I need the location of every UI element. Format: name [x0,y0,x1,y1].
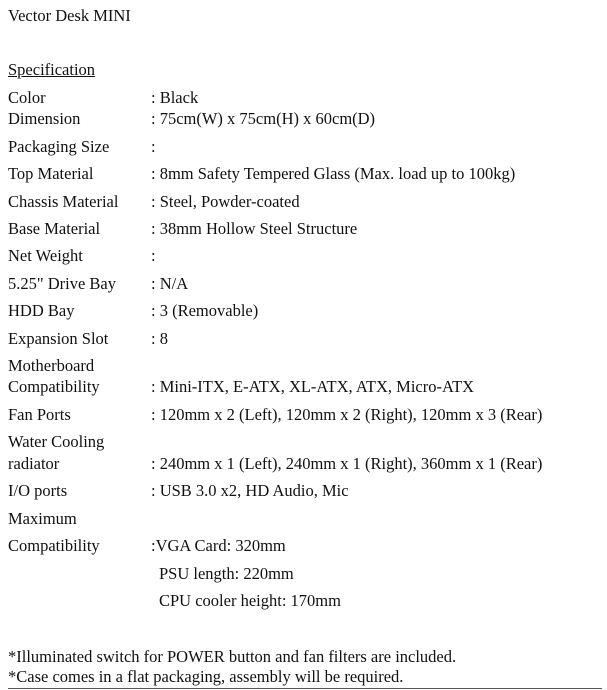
spec-value: : N/A [151,274,189,293]
spec-label: Base Material [8,219,101,238]
spec-label: Water Cooling [8,432,105,451]
spec-row-water-cooling-cont [0,454,607,474]
spec-value-psu-length: PSU length: 220mm [159,564,294,583]
spec-row-net-weight [0,246,607,266]
spec-label: Chassis Material [8,192,119,211]
spec-value: : [151,137,156,156]
spec-row-base-material [0,219,607,239]
spec-label: Compatibility [8,377,100,396]
spec-label: Net Weight [8,246,83,265]
spec-value: : Black [151,88,199,107]
spec-label: radiator [8,454,60,473]
spec-label: Dimension [8,109,81,128]
spec-row-expansion-slot [0,329,607,349]
spec-value: : Mini-ITX, E-ATX, XL-ATX, ATX, Micro-ATX [151,377,475,396]
spec-label: Fan Ports [8,405,71,424]
spec-row-hdd-bay [0,301,607,321]
spec-row-color [0,88,607,108]
spec-value: : 8 [151,329,168,348]
section-heading: Specification [8,60,96,79]
spec-value: : Steel, Powder-coated [151,192,300,211]
footnote-flat-packaging: *Case comes in a flat packaging, assembly will be required. [8,667,404,686]
spec-row-drive-bay [0,274,607,294]
spec-label: Maximum [8,509,77,528]
spec-row-packaging-size [0,137,607,157]
document-title: Vector Desk MINI [8,6,131,25]
spec-row-motherboard-cont [0,377,607,397]
spec-row-dimension [0,109,607,129]
spec-label: Top Material [8,164,94,183]
spec-row-water-cooling [0,432,607,452]
spec-value: : 3 (Removable) [151,301,259,320]
spec-label: Motherboard [8,356,95,375]
spec-label: Packaging Size [8,137,110,156]
spec-value: : 38mm Hollow Steel Structure [151,219,358,238]
spec-row-chassis-material [0,192,607,212]
spec-label: I/O ports [8,481,68,500]
spec-label: Color [8,88,46,107]
spec-value: : 8mm Safety Tempered Glass (Max. load up to 100kg) [151,164,516,183]
spec-label: HDD Bay [8,301,75,320]
spec-value-cpu-cooler: CPU cooler height: 170mm [159,591,341,610]
spec-row-motherboard [0,356,607,376]
spec-row-maximum [0,509,607,529]
spec-label: 5.25" Drive Bay [8,274,117,293]
spec-value: : 75cm(W) x 75cm(H) x 60cm(D) [151,109,376,128]
spec-row-maximum-cont [0,536,607,556]
spec-value: : 120mm x 2 (Left), 120mm x 2 (Right), 120mm x 3 (Rear) [151,405,543,424]
spec-value: : USB 3.0 x2, HD Audio, Mic [151,481,349,500]
spec-label: Compatibility [8,536,100,555]
spec-row-fan-ports [0,405,607,425]
spec-value: : [151,246,156,265]
spec-row-io-ports [0,481,607,501]
spec-value: :VGA Card: 320mm [151,536,286,555]
bottom-divider [8,688,602,689]
spec-row-top-material [0,164,607,184]
footnote-illuminated-switch: *Illuminated switch for POWER button and fan filters are included. [8,647,457,666]
spec-label: Expansion Slot [8,329,109,348]
spec-value: : 240mm x 1 (Left), 240mm x 1 (Right), 360mm x 1 (Rear) [151,454,543,473]
